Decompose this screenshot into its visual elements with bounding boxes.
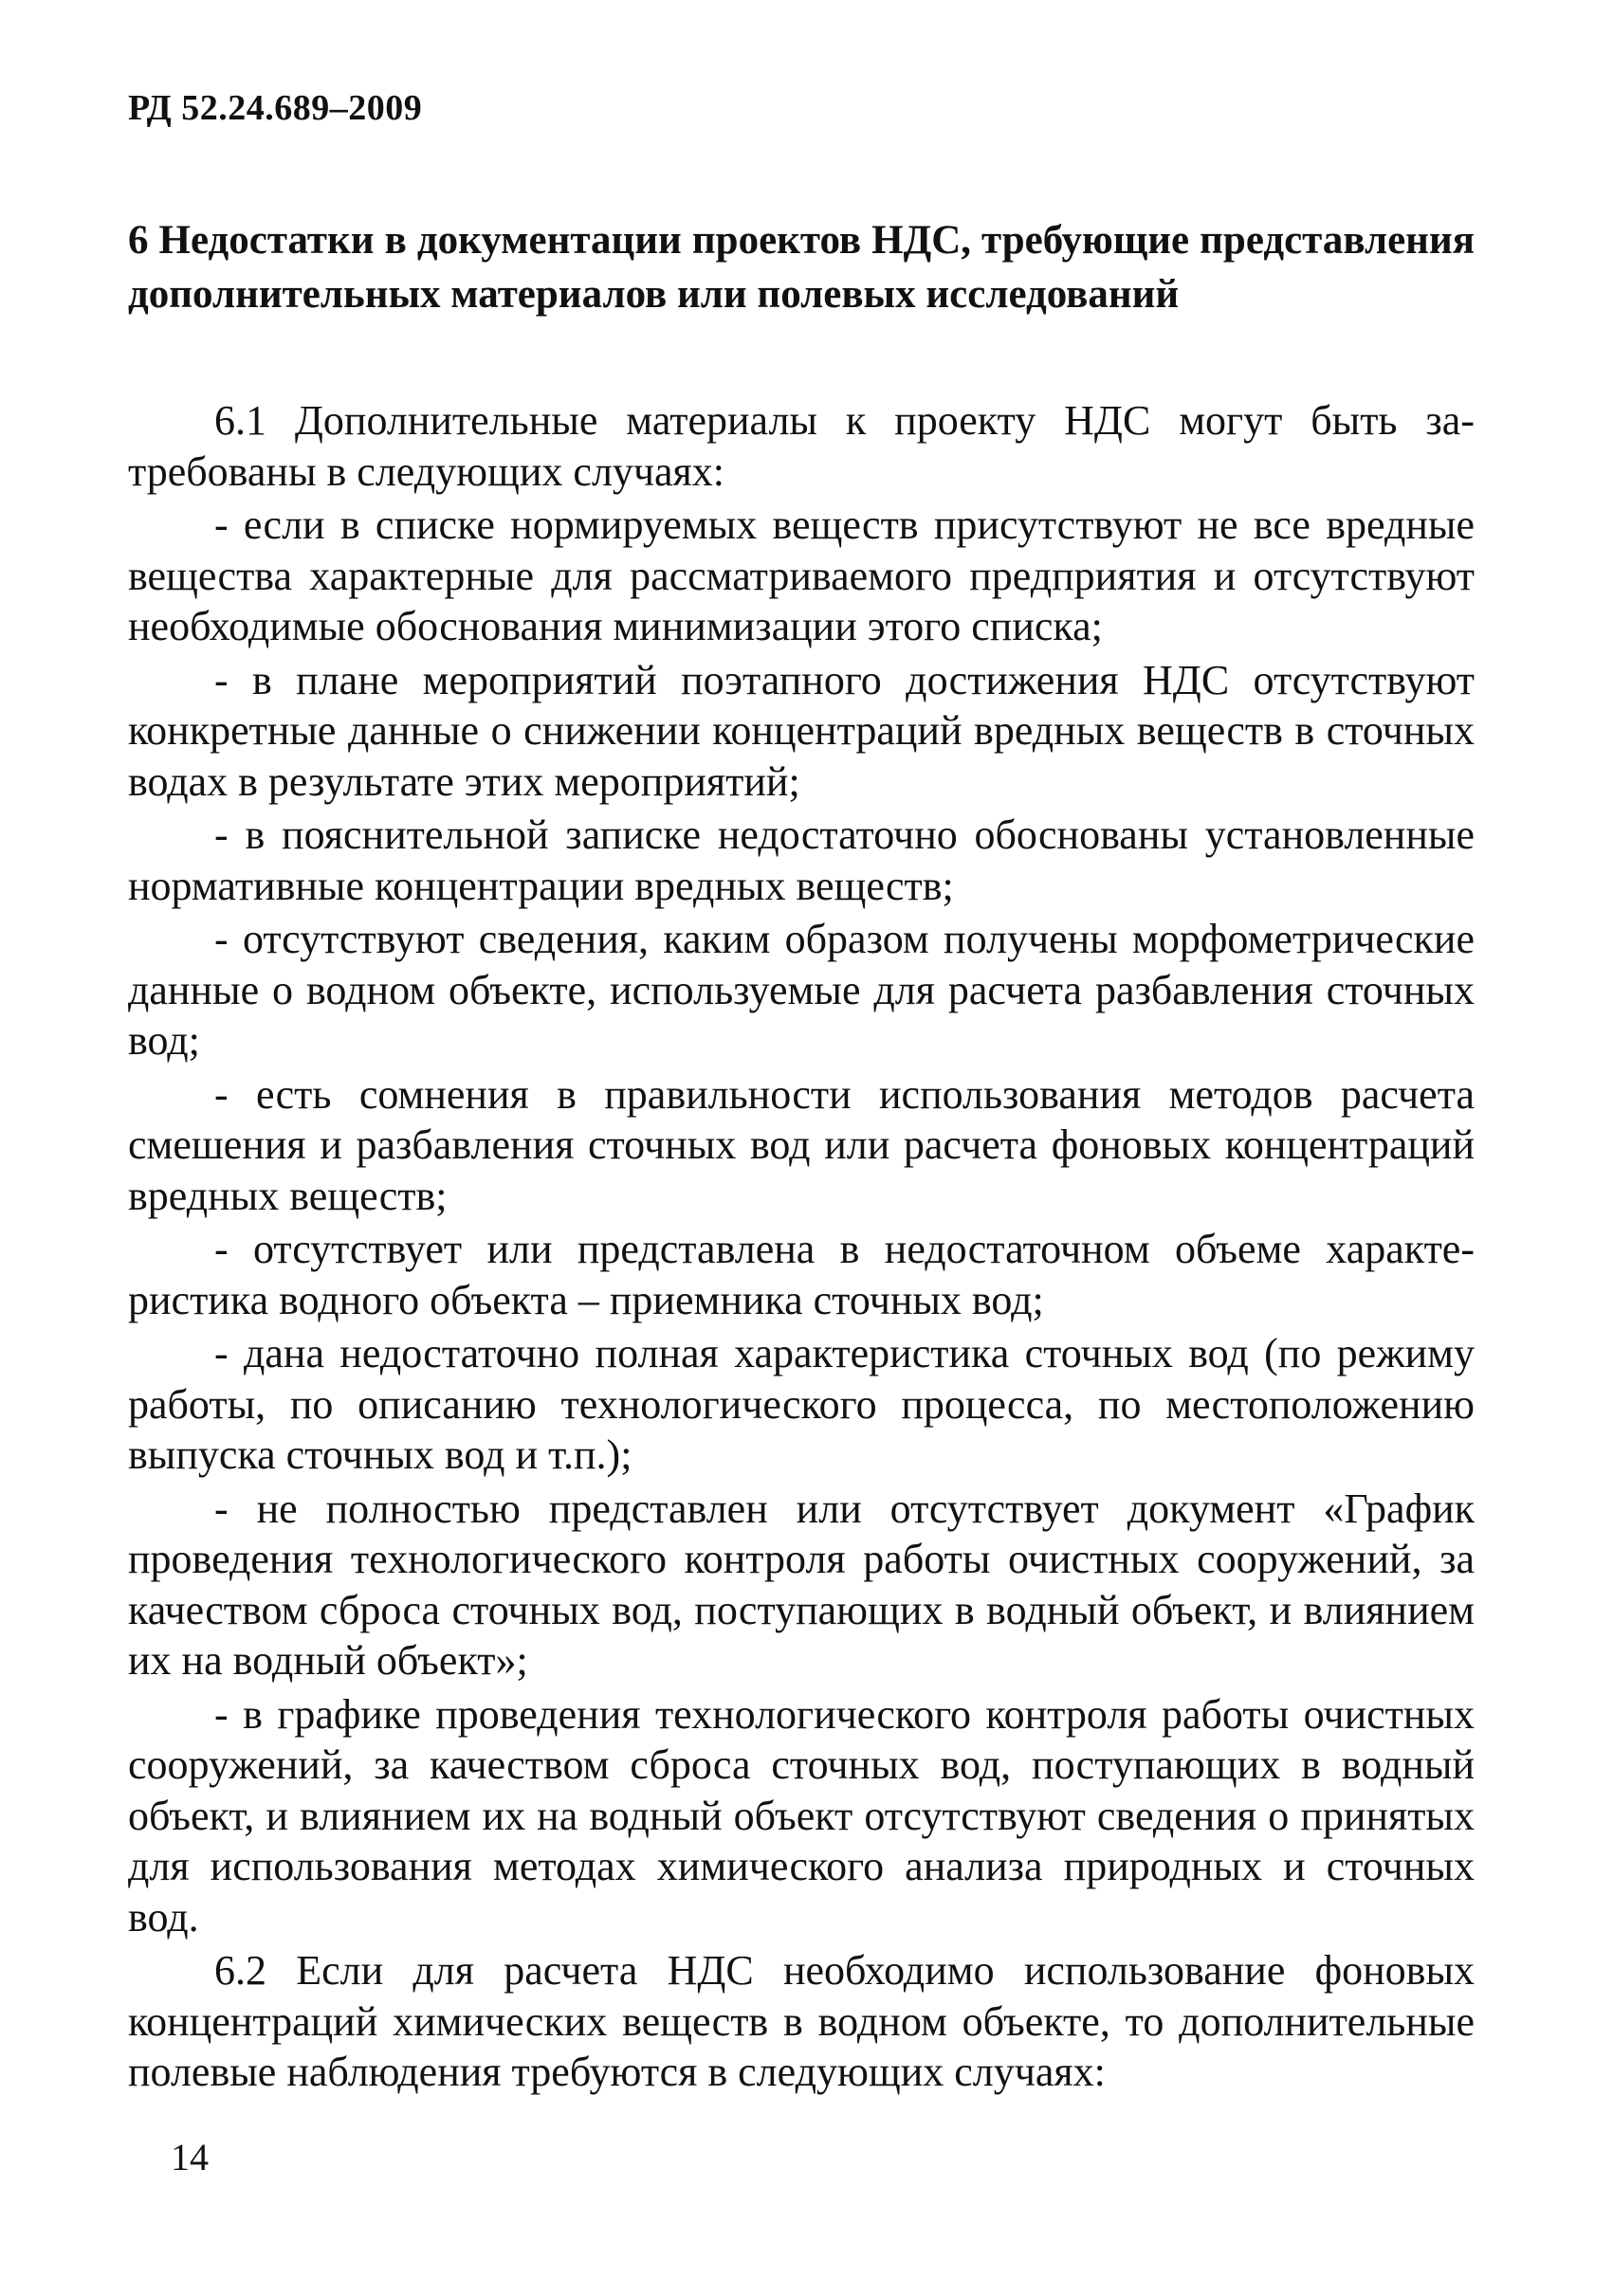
list-item: - отсутствуют сведения, каким образом получены морфометрические данные о водном объекте, используемые для расчета разбавления сточных вод; (128, 916, 1475, 1064)
section-heading: 6 Недостатки в документации проектов НДС, требующие представления дополнительных материалов или полевых исследований (128, 218, 1475, 317)
list-item: - в графике проведения технологического контроля работы очистных сооружений, за качеством сброса сточных вод, поступающих в водный объект, и влиянием их на водный объект отсутствуют сведения о принятых для использования методах химического анализа природных и сточных вод. (128, 1690, 1475, 1941)
list-item: - в плане мероприятий поэтапного достижения НДС отсутствуют конкретные данные о снижении концентраций вредных веществ в сточных водах в результате этих мероприятий; (128, 656, 1475, 805)
list-item: - есть сомнения в правильности использования методов расчета смешения и разбавления сточных вод или расчета фоновых концентраций вредных веществ; (128, 1070, 1475, 1219)
list-item: - отсутствует или представлена в недостаточном объеме характеристика водного объекта – приемника сточных вод; (128, 1226, 1475, 1323)
document-code: РД 52.24.689–2009 (128, 88, 423, 128)
list-item: - если в списке нормируемых веществ присутствуют не все вредные вещества характерные для рассматриваемого предприятия и отсутствуют необходимые обоснования минимизации этого списка; (128, 501, 1475, 649)
paragraph-6-2: 6.2 Если для расчета НДС необходимо использование фоновых концентраций химических веществ в водном объекте, то дополнительные полевые наблюдения требуются в следующих случаях: (128, 1947, 1475, 2095)
list-item: - в пояснительной записке недостаточно обоснованы установленные нормативные концентрации вредных веществ; (128, 811, 1475, 909)
list-item: - дана недостаточно полная характеристика сточных вод (по режиму работы, по описанию технологического процесса, по местоположению выпуска сточных вод и т.п.); (128, 1330, 1475, 1478)
list-item: - не полностью представлен или отсутствует документ «График проведения технологического контроля работы очистных сооружений, за качеством сброса сточных вод, поступающих в водный объект, и влиянием их на водный объект»; (128, 1485, 1475, 1684)
paragraph-6-1-intro: 6.1 Дополнительные материалы к проекту НДС могут быть затребованы в следующих случаях: (128, 397, 1475, 495)
section-body (128, 213, 1475, 2101)
page-number: 14 (171, 2136, 209, 2178)
